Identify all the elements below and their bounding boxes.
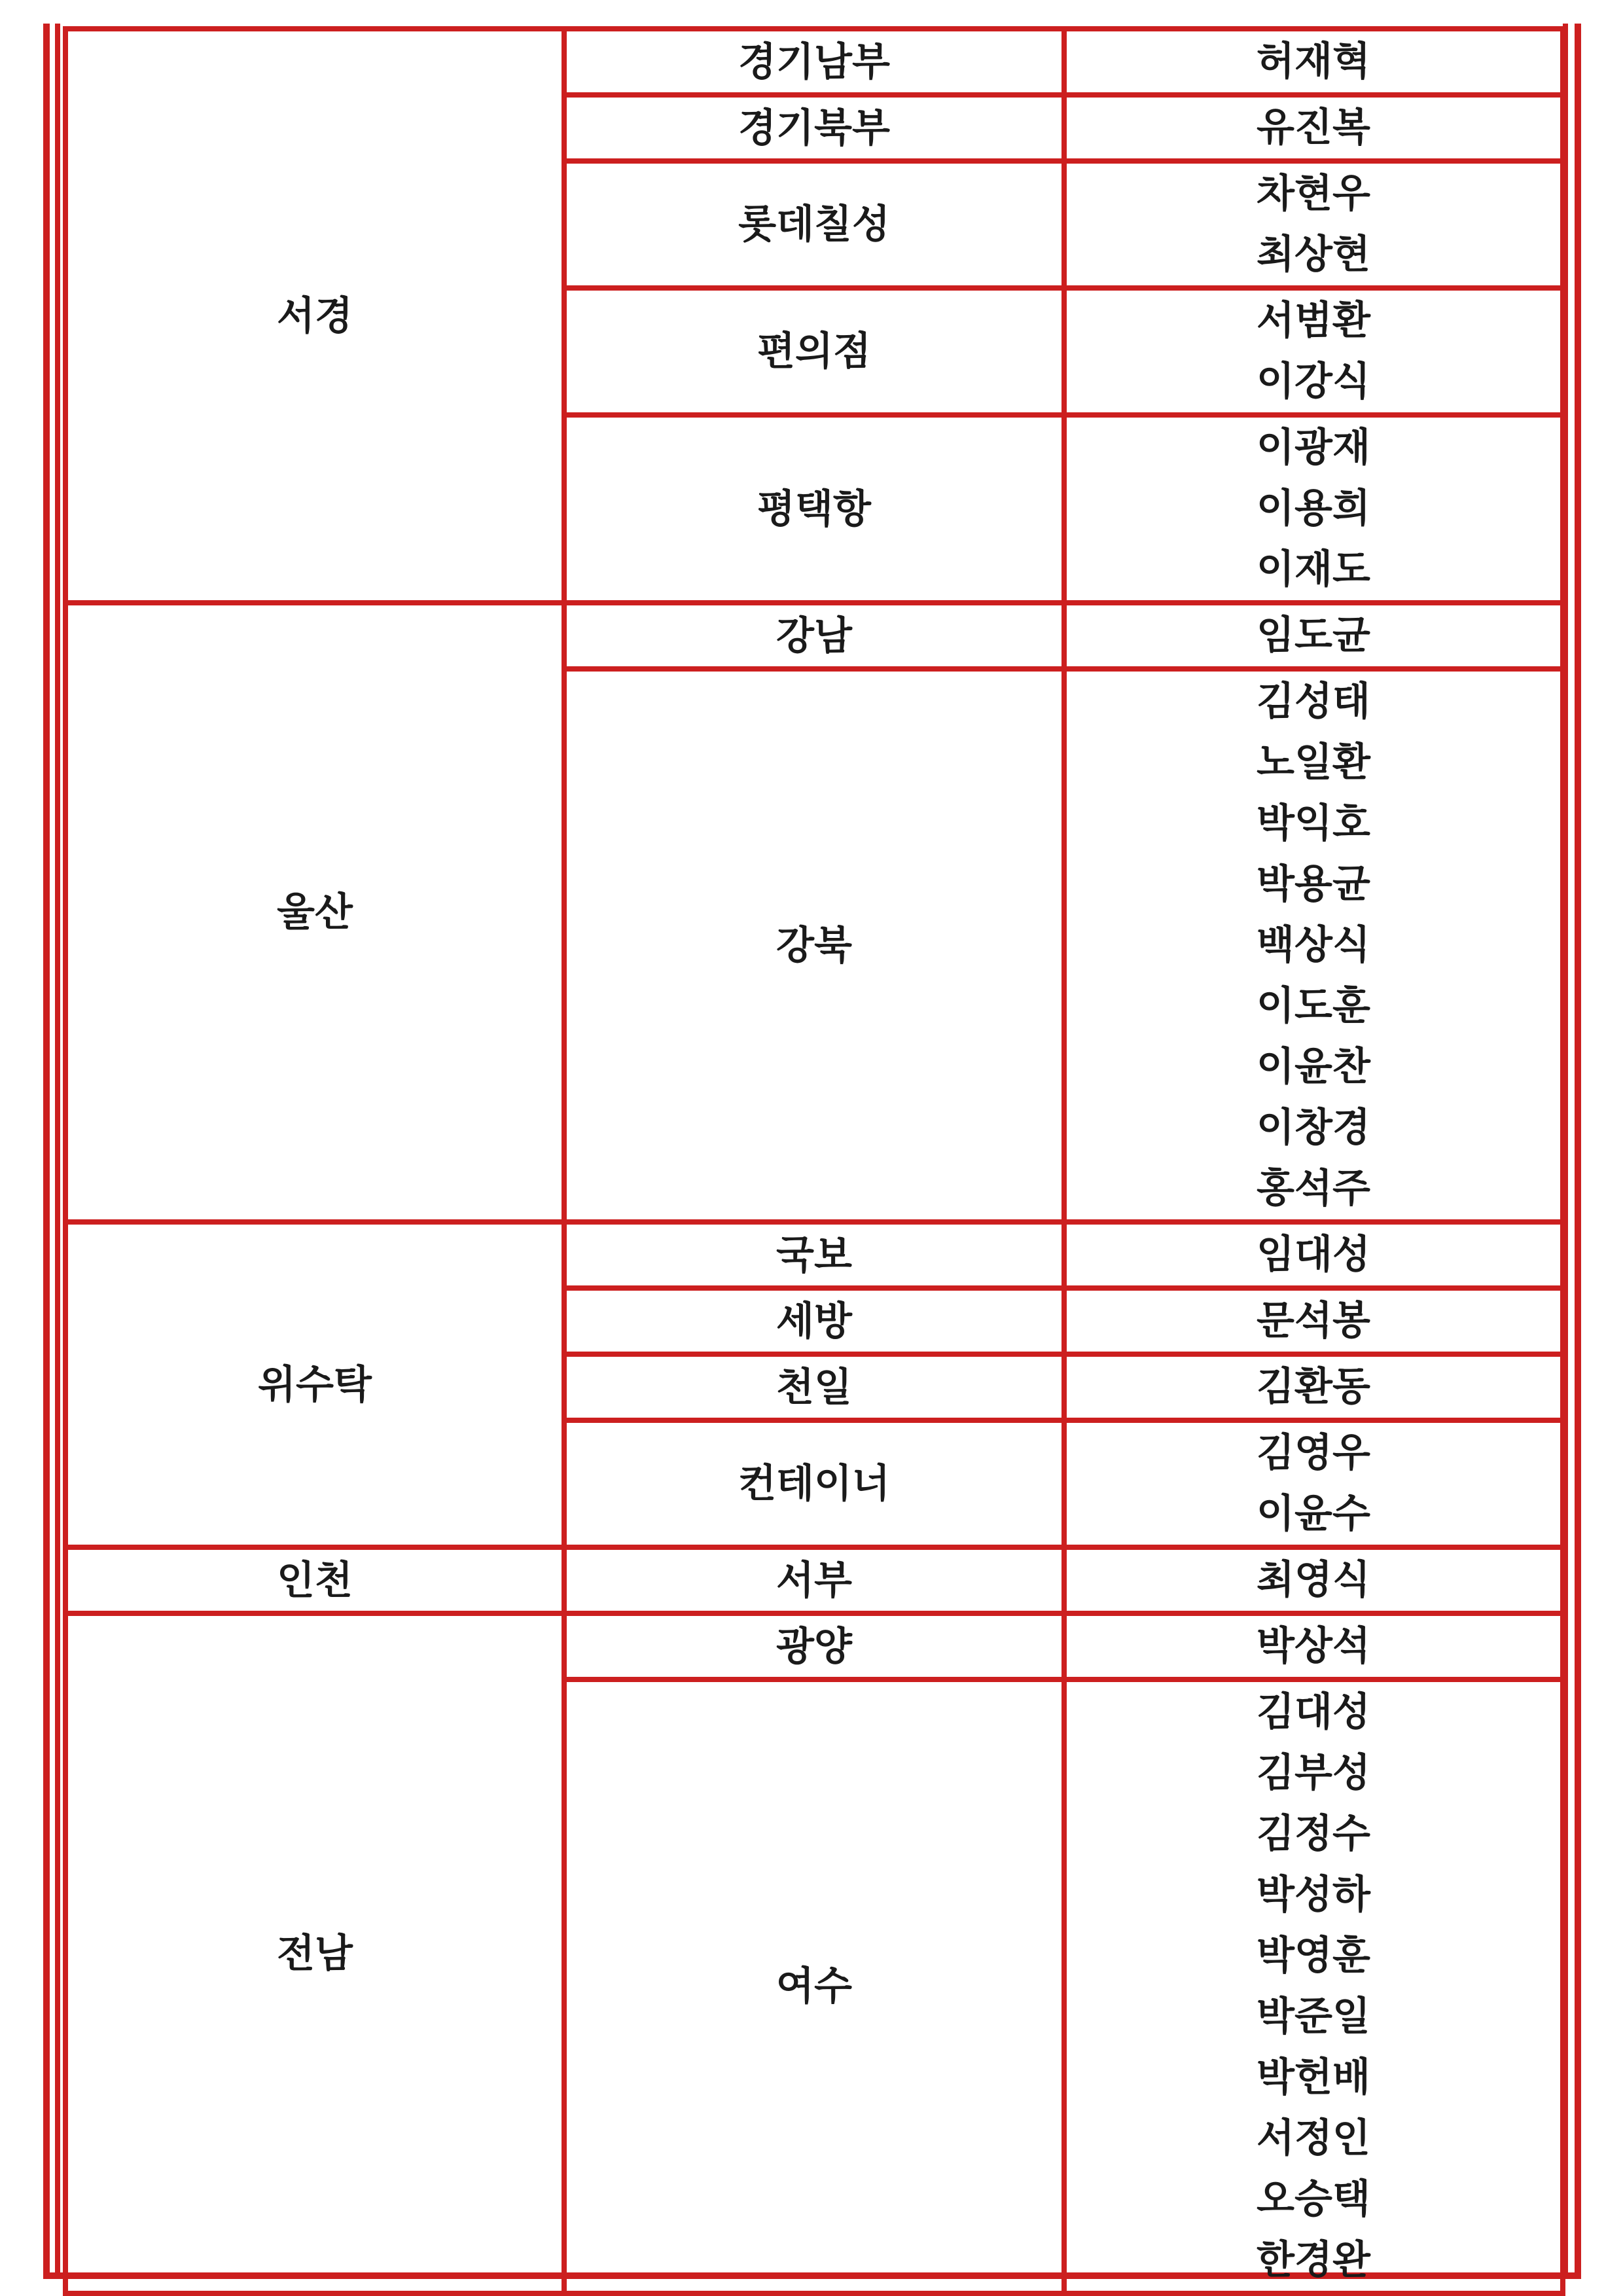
- roster-table: [63, 26, 1565, 2296]
- region-cell: 서경: [65, 29, 564, 603]
- member-name: 김환동: [1257, 1364, 1370, 1410]
- member-name: 이도훈: [1257, 983, 1370, 1029]
- members-cell: [1064, 95, 1563, 161]
- region-cell: 인천: [65, 1547, 564, 1613]
- member-name: 김부성: [1257, 1750, 1370, 1796]
- member-name: 박헌배: [1257, 2054, 1370, 2100]
- branch-cell: 서부: [564, 1547, 1064, 1613]
- branch-cell: 국보: [564, 1222, 1064, 1288]
- table-row: [65, 1613, 1563, 1679]
- branch-cell: 경기남부: [564, 29, 1064, 95]
- region-cell: 울산: [65, 603, 564, 1222]
- member-name: 박상석: [1257, 1623, 1370, 1669]
- member-name: 임대성: [1257, 1232, 1370, 1278]
- members-list: [1067, 164, 1560, 285]
- member-name: 김성태: [1257, 679, 1370, 725]
- member-name: 이용희: [1257, 486, 1370, 531]
- member-name: 박준일: [1257, 1994, 1370, 2039]
- members-list: [1067, 1291, 1560, 1352]
- members-list: [1067, 672, 1560, 1219]
- members-list: [1067, 98, 1560, 158]
- branch-cell: 편의점: [564, 288, 1064, 415]
- member-name: 오승택: [1257, 2176, 1370, 2222]
- branch-cell: 경기북부: [564, 95, 1064, 161]
- member-name: 박익호: [1257, 800, 1370, 846]
- members-list: [1067, 418, 1560, 600]
- member-name: 백상식: [1257, 922, 1370, 968]
- member-name: 서정인: [1257, 2115, 1370, 2161]
- member-name: 김정수: [1257, 1811, 1370, 1857]
- member-name: 박성하: [1257, 1872, 1370, 1918]
- members-cell: [1064, 669, 1563, 1222]
- member-name: 임도균: [1257, 613, 1370, 658]
- branch-cell: 천일: [564, 1354, 1064, 1420]
- member-name: 이재도: [1257, 547, 1370, 592]
- branch-cell: 세방: [564, 1288, 1064, 1354]
- member-name: 이윤찬: [1257, 1044, 1370, 1090]
- branch-cell: 광양: [564, 1613, 1064, 1679]
- members-cell: [1064, 603, 1563, 669]
- members-list: [1067, 1423, 1560, 1545]
- members-cell: [1064, 288, 1563, 415]
- members-cell: [1064, 415, 1563, 603]
- member-name: 최상현: [1257, 232, 1370, 278]
- member-name: 이강식: [1257, 359, 1370, 404]
- members-cell: [1064, 29, 1563, 95]
- member-name: 박영훈: [1257, 1933, 1370, 1979]
- members-cell: [1064, 1288, 1563, 1354]
- roster-body: [65, 29, 1563, 2293]
- member-name: 홍석주: [1257, 1166, 1370, 1211]
- table-row: [65, 1547, 1563, 1613]
- members-list: [1067, 291, 1560, 412]
- left-double-border: [55, 24, 60, 2279]
- table-row: [65, 29, 1563, 95]
- members-cell: [1064, 1420, 1563, 1547]
- member-name: 한경완: [1257, 2237, 1370, 2283]
- branch-cell: 여수: [564, 1679, 1064, 2293]
- members-cell: [1064, 161, 1563, 288]
- member-name: 문석봉: [1257, 1298, 1370, 1344]
- member-name: 서범환: [1257, 298, 1370, 344]
- region-cell: 위수탁: [65, 1222, 564, 1547]
- member-name: 노일환: [1257, 740, 1370, 785]
- members-list: [1067, 1616, 1560, 1677]
- table-row: [65, 1222, 1563, 1288]
- member-name: 유진복: [1257, 105, 1370, 151]
- branch-cell: 평택항: [564, 415, 1064, 603]
- member-name: 김영우: [1257, 1430, 1370, 1476]
- members-cell: [1064, 1547, 1563, 1613]
- member-name: 이창경: [1257, 1105, 1370, 1151]
- member-name: 이윤수: [1257, 1491, 1370, 1537]
- region-cell: 전남: [65, 1613, 564, 2293]
- branch-cell: 강남: [564, 603, 1064, 669]
- member-name: 이광재: [1257, 425, 1370, 471]
- members-cell: [1064, 1679, 1563, 2293]
- members-list: [1067, 1357, 1560, 1418]
- members-cell: [1064, 1613, 1563, 1679]
- members-list: [1067, 1225, 1560, 1285]
- members-cell: [1064, 1222, 1563, 1288]
- branch-cell: 롯데칠성: [564, 161, 1064, 288]
- members-list: [1067, 1682, 1560, 2291]
- member-name: 차현우: [1257, 171, 1370, 217]
- member-name: 허재혁: [1257, 39, 1370, 84]
- table-row: [65, 603, 1563, 669]
- members-list: [1067, 1550, 1560, 1611]
- members-list: [1067, 31, 1560, 92]
- members-list: [1067, 605, 1560, 666]
- member-name: 박용균: [1257, 861, 1370, 907]
- branch-cell: 컨테이너: [564, 1420, 1064, 1547]
- branch-cell: 강북: [564, 669, 1064, 1222]
- member-name: 김대성: [1257, 1689, 1370, 1735]
- members-cell: [1064, 1354, 1563, 1420]
- member-name: 최영식: [1257, 1557, 1370, 1603]
